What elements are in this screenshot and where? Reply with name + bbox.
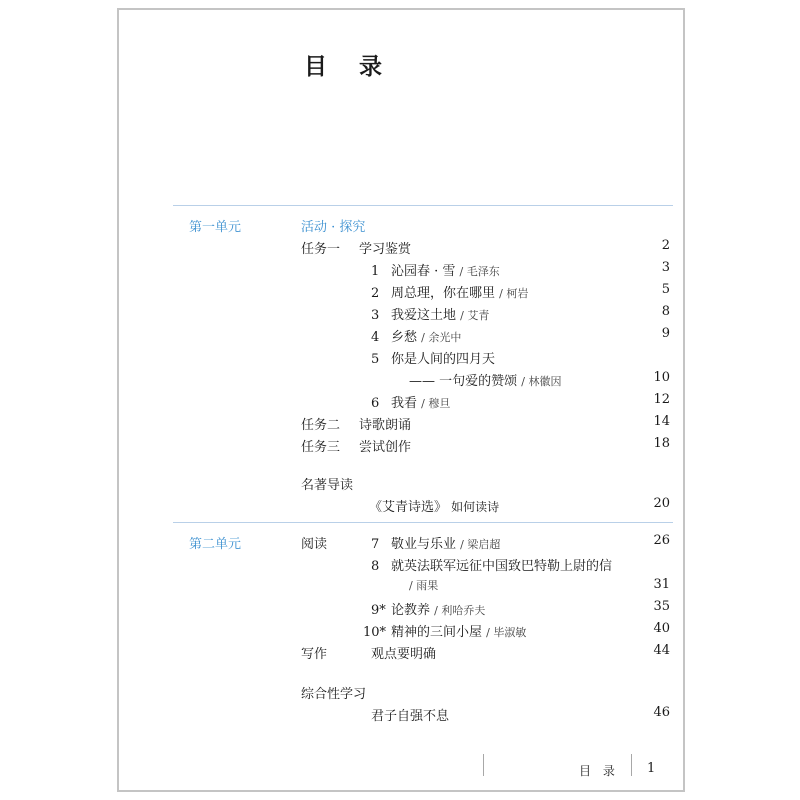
entry-author: / 林徽因 <box>521 375 562 388</box>
writing-name: 观点要明确 <box>371 647 437 662</box>
page-title: 目 录 <box>304 53 395 80</box>
entry-author: / 毛泽东 <box>459 265 500 278</box>
page-number: 20 <box>653 496 670 511</box>
entry-title: 乡愁 <box>391 330 418 345</box>
unit1-section-heading: 活动 · 探究 <box>301 220 366 235</box>
entry-author: / 梁启超 <box>460 538 501 551</box>
reading-label: 阅读 <box>301 537 328 552</box>
footer-page-number: 1 <box>647 761 656 776</box>
unit2-top-rule <box>173 522 673 523</box>
page-number: 46 <box>653 705 670 720</box>
entry-title: 精神的三间小屋 <box>391 625 483 640</box>
comprehensive-heading: 综合性学习 <box>301 687 367 702</box>
entry-author: / 穆旦 <box>421 397 451 410</box>
classics-title: 《艾青诗选》 <box>369 500 448 515</box>
page-number: 10 <box>653 370 670 385</box>
task3-label: 任务三 <box>301 440 341 455</box>
entry-number: 4 <box>371 330 380 345</box>
footer-label: 目 录 <box>579 764 619 778</box>
entry-title: 你是人间的四月天 <box>391 352 496 367</box>
writing-label: 写作 <box>301 647 328 662</box>
entry-number: 1 <box>371 264 380 279</box>
page-number: 5 <box>661 282 670 297</box>
entry-number: 10* <box>363 625 387 640</box>
entry-title: 论教养 <box>391 603 431 618</box>
unit1-top-rule <box>173 205 673 206</box>
contents-page <box>117 8 685 792</box>
task1-label: 任务一 <box>301 242 341 257</box>
page-number: 12 <box>653 392 670 407</box>
page-number: 44 <box>653 643 670 658</box>
page-number: 35 <box>653 599 670 614</box>
entry-number: 2 <box>371 286 380 301</box>
page-number: 2 <box>661 238 670 253</box>
comprehensive-name: 君子自强不息 <box>371 709 450 724</box>
entry-subtitle: —— 一句爱的赞颂 <box>409 374 518 389</box>
footer-divider-left <box>483 754 484 776</box>
entry-number: 7 <box>371 537 380 552</box>
task2-label: 任务二 <box>301 418 341 433</box>
entry-title: 沁园春 · 雪 <box>391 264 456 279</box>
entry-author: / 艾青 <box>460 309 490 322</box>
entry-author: / 柯岩 <box>499 287 529 300</box>
page-number: 3 <box>661 260 670 275</box>
page-number: 8 <box>661 304 670 319</box>
entry-number: 5 <box>371 352 380 367</box>
entry-title: 就英法联军远征中国致巴特勒上尉的信 <box>391 559 613 574</box>
entry-author: / 毕淑敏 <box>486 626 527 639</box>
unit2-label: 第二单元 <box>189 537 242 552</box>
classics-heading: 名著导读 <box>301 478 354 493</box>
classics-subtitle: 如何读诗 <box>451 500 500 514</box>
page-number: 14 <box>653 414 670 429</box>
entry-title: 周总理，你在哪里 <box>391 286 496 301</box>
entry-title: 我爱这土地 <box>391 308 457 323</box>
page-number: 26 <box>653 533 670 548</box>
task1-name: 学习鉴赏 <box>359 242 412 257</box>
entry-title: 敬业与乐业 <box>391 537 457 552</box>
entry-number: 6 <box>371 396 380 411</box>
entry-number: 3 <box>371 308 380 323</box>
task2-name: 诗歌朗诵 <box>359 418 412 433</box>
entry-number: 9* <box>371 603 386 618</box>
entry-number: 8 <box>371 559 380 574</box>
entry-author: / 雨果 <box>409 579 439 592</box>
page-number: 9 <box>661 326 670 341</box>
page-number: 18 <box>653 436 670 451</box>
footer-divider-right <box>631 754 632 776</box>
entry-title: 我看 <box>391 396 418 411</box>
entry-author: / 余光中 <box>421 331 462 344</box>
page-number: 40 <box>653 621 670 636</box>
unit1-label: 第一单元 <box>189 220 242 235</box>
task3-name: 尝试创作 <box>359 440 412 455</box>
page-number: 31 <box>653 577 670 592</box>
entry-author: / 利哈乔夫 <box>434 604 486 617</box>
